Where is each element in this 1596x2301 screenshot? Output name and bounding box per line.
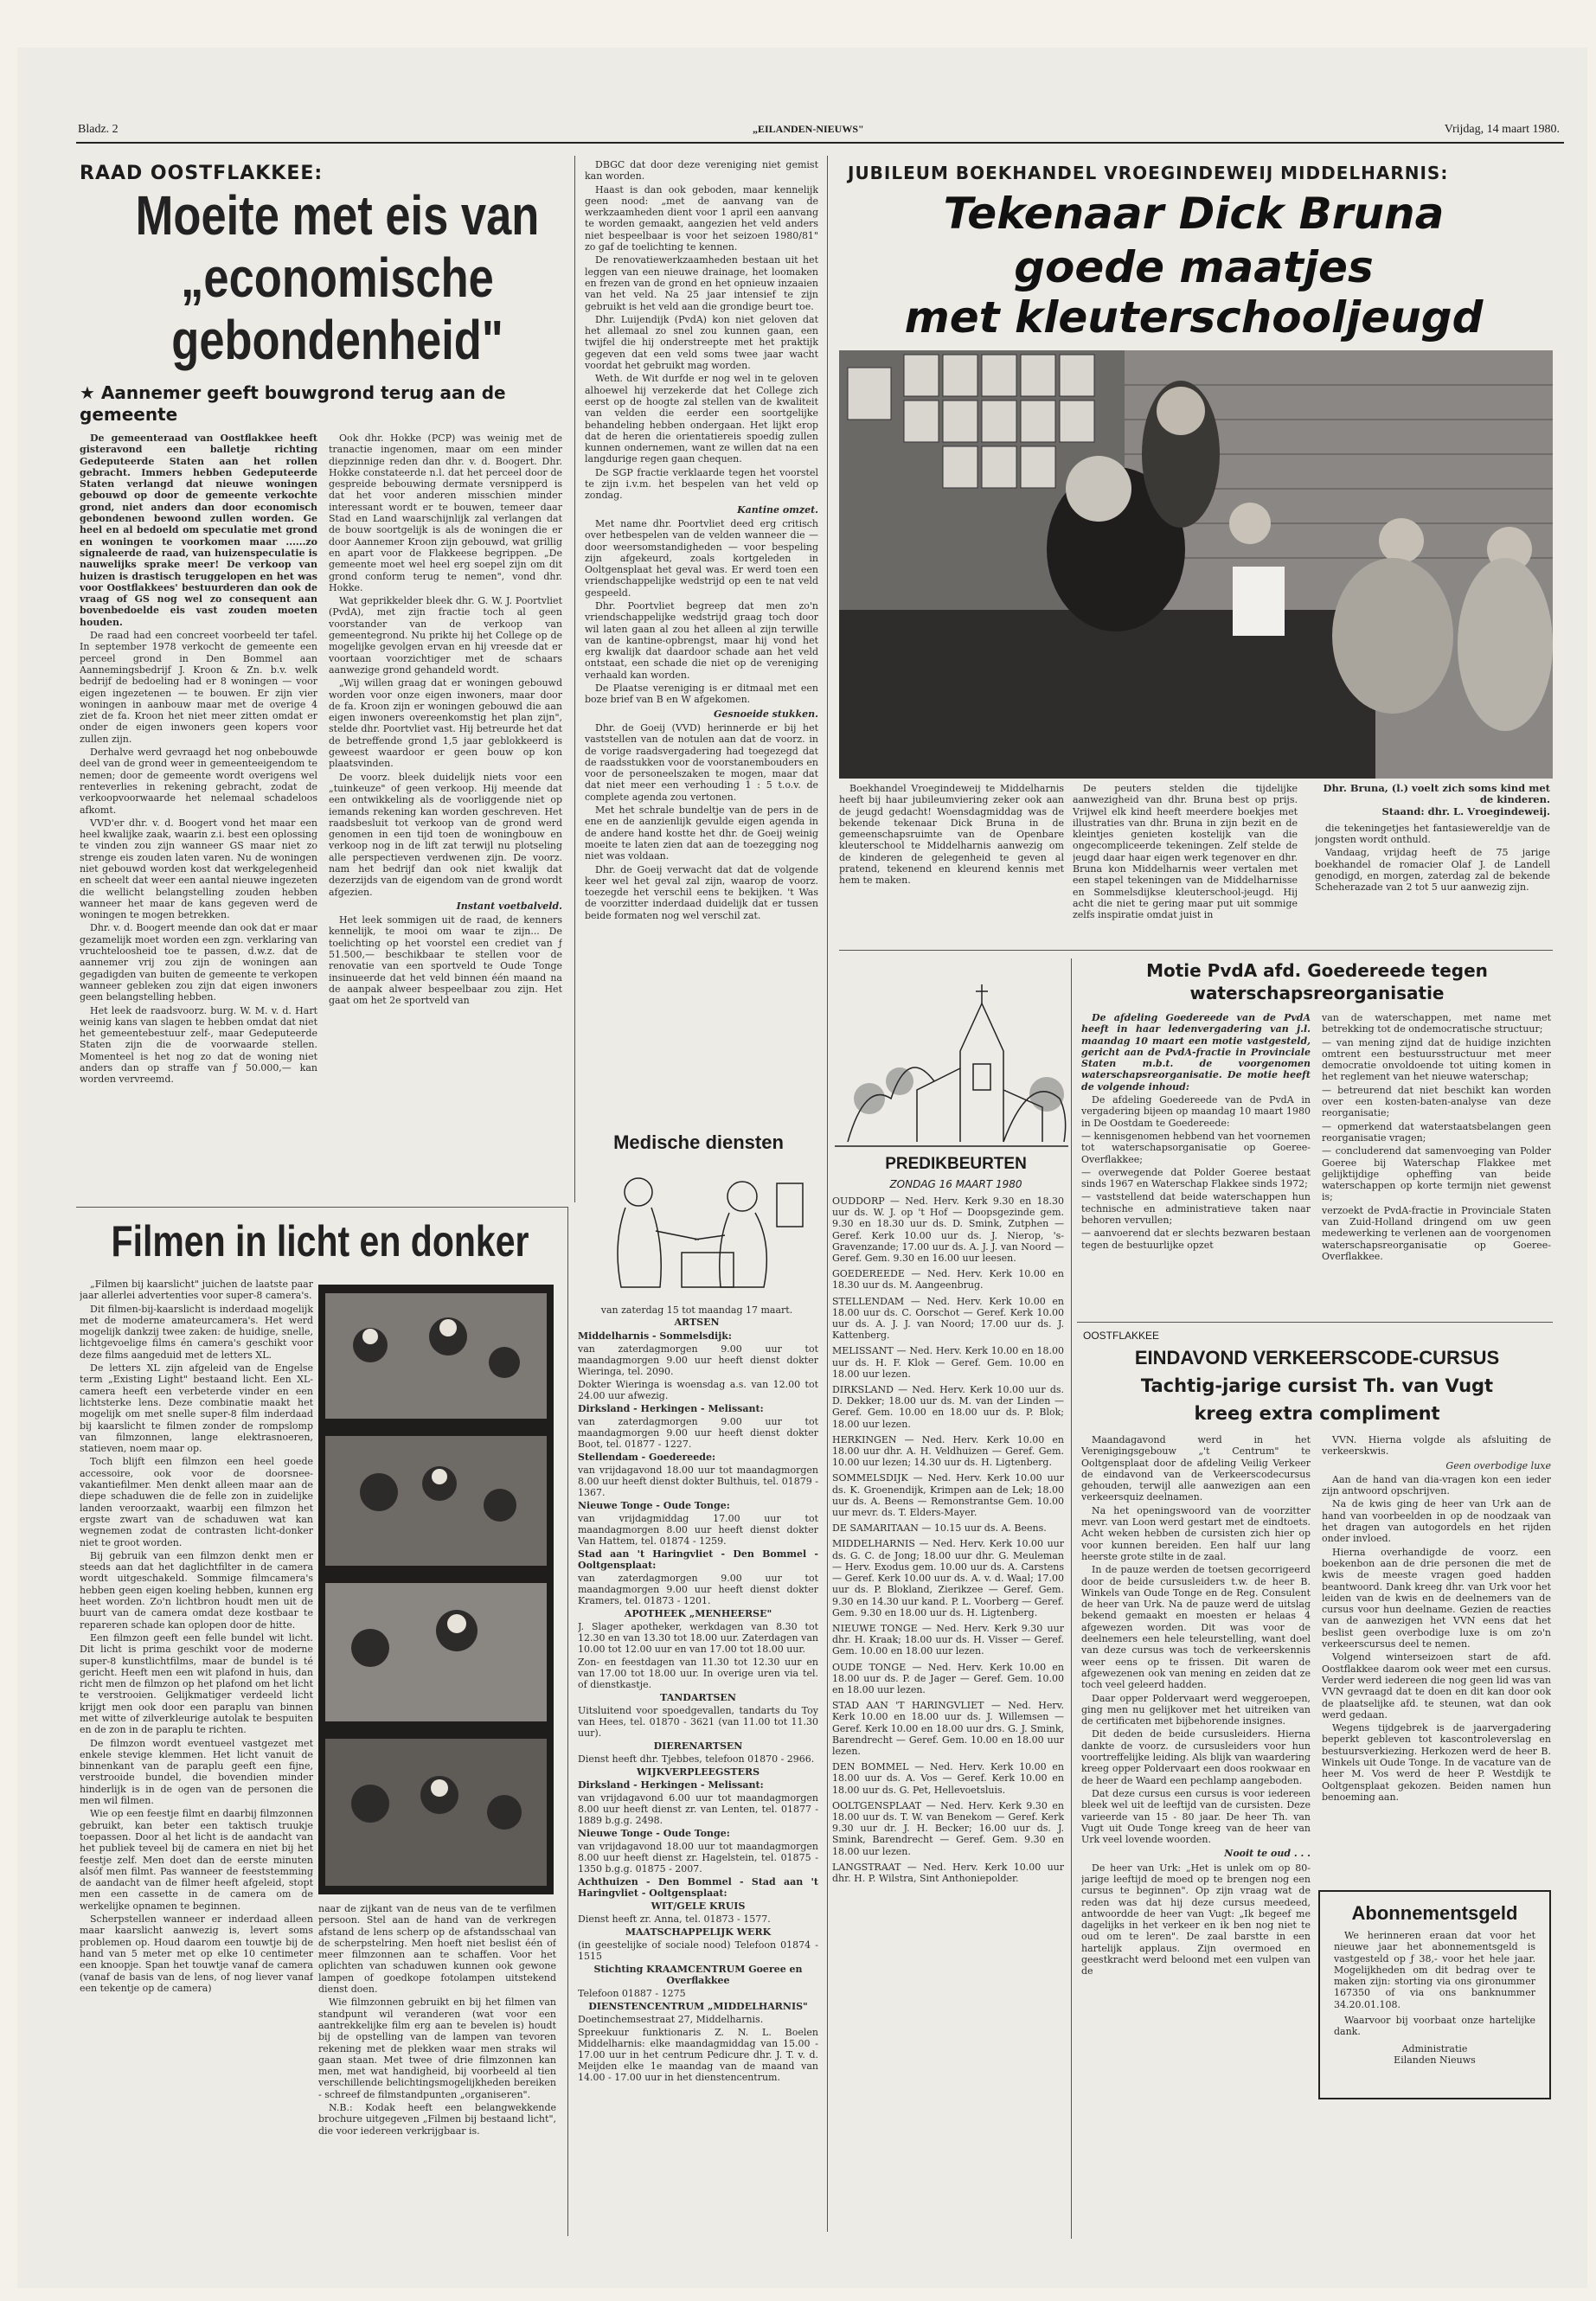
paragraph: Hierna overhandigde de voorz. een boekenbon aan de drie personen die met de kwis de meeste vragen goed hadden beantwoord. Dank kreeg dhr. van Urk voor het leiden van de kwis en de deelnemers van de cursus voor hun deelname. Gezien de reacties van de aanwezigen het VVN eens dat het beslist geen overbodige luxe is om zo'n verkeerscursus deel te nemen.: [1322, 1546, 1551, 1650]
verkeer-headline-1: EINDAVOND VERKEERSCODE-CURSUS: [1134, 1347, 1500, 1368]
paragraph: DBGC dat door deze vereniging niet gemist kan worden.: [585, 159, 818, 183]
motie-list-left: [1081, 1131, 1311, 1251]
medisch-illustration: [578, 1157, 816, 1300]
paragraph: die tekeningetjes het fantasiewereldje van de jongsten wordt onthuld.: [1315, 822, 1550, 846]
column-divider: [567, 1207, 568, 2236]
paragraph: Wie op een feestje filmt en daarbij filmzonnen gebruikt, kan beter een taktisch truukje toepassen. Door al het licht is de aandacht van het publiek teveel bij de camera en niet bij het feestje zelf. Men doet dan de eerste minuten alsóf men filmt. Pas wanneer de feeststemming de aandacht van de filmer heeft afgeleid, stopt men een cassette in de camera om de werkelijke opnamen te beginnen.: [80, 1808, 313, 1912]
motie-item: — vaststellend dat beide waterschappen hun technische en administratieve taken naar behoren vervullen;: [1081, 1191, 1311, 1227]
medisch-line: van zaterdagmorgen 9.00 uur tot maandagmorgen 9.00 uur heeft dienst dokter Boot, tel. 01877 - 1227.: [578, 1416, 818, 1450]
paragraph: De raad had een concreet voorbeeld ter tafel. In september 1978 verkocht de gemeente een perceel grond in Den Bommel aan Aannemingsbedrijf J. Kroon & Zn. b.v. welk bedrijf de bedoeling had er 8 woningen — voor eigen ingezetenen — te bouwen. Er zijn vier woningen in aanbouw maar met de overige 4 ziet de fa. Kroon het niet meer zitten omdat er onder de eigen inwoners geen kopers voor zullen zijn.: [80, 630, 317, 745]
predik-entry: LANGSTRAAT — Ned. Herv. Kerk 10.00 uur dhr. H. P. Wilstra, Sint Anthoniepolder.: [832, 1861, 1064, 1884]
medisch-line: van zaterdagmorgen 9.00 uur tot maandagmorgen 9.00 uur heeft dienst dokter Kramers, tel. 01873 - 1201.: [578, 1573, 818, 1606]
verkeer-column-1: [1081, 1434, 1311, 2239]
verkeer-column-2: [1322, 1434, 1551, 1823]
paragraph: N.B.: Kodak heeft een belangwekkende brochure uitgegeven „Filmen bij bestaand licht", die voor iedereen verkrijgbaar is.: [318, 2102, 556, 2137]
paragraph: Vandaag, vrijdag heeft de 75 jarige boekhandel de romacier Olaf J. de Landell genodigd, en morgen, zaterdag zal de bekende Scheherazade van 2 tot 5 uur aanwezig zijn.: [1315, 847, 1550, 894]
medisch-line: van vrijdagavond 18.00 uur tot maandagmorgen 8.00 uur heeft dienst dokter Bulthuis, tel. 01879 - 1367.: [578, 1465, 818, 1498]
abonnement-body: [1320, 1930, 1549, 2066]
paragraph: Volgend winterseizoen start de afd. Oostflakkee daarom ook weer met een cursus. Verder werd iedereen die nog geen lid was van VVN gevraagd dat te doen en dit kan door ook de plaatselijke afd. te steunen, wat dan ook werd gedaan.: [1322, 1651, 1551, 1721]
verkeer-kicker: OOSTFLAKKEE: [1083, 1330, 1160, 1342]
paragraph: VVD'er dhr. v. d. Boogert vond het maar een heel kwalijke zaak, waarin z.i. best een oplossing te vinden zou zijn wanneer GS maar niet zo strenge eis zouden laten varen. Nu de woningen niet gebouwd worden kost dat werkgelegenheid en scheelt dat weer een aantal nieuwe ingezeten die wellicht belangstelling zouden hebben wanneer het maar de kans gegeven werd de woningen te mogen betrekken.: [80, 817, 317, 921]
paragraph: De Plaatse vereniging is er ditmaal met een boze brief van B en W afgekomen.: [585, 683, 818, 706]
predik-entry: HERKINGEN — Ned. Herv. Kerk 10.00 en 18.00 uur dhr. A. H. Veldhuizen — Geref. Gem. 10.00 uur lezen; 14.30 uur ds. H. Ligtenberg.: [832, 1433, 1064, 1469]
paragraph: De renovatiewerkzaamheden bestaan uit het leggen van een nieuwe drainage, het loomaken en frezen van de grond en het opnieuw inzaaien van het veld. Na 25 jaar intensief te zijn gebruikt is het veld aan die grondige beurt toe.: [585, 254, 818, 312]
motie-item: — van mening zijnd dat de huidige inzichten omtrent een bestuursstructuur met meer democratie onvoldoende tot uiting komen in het reglement van het nieuwe waterschap;: [1322, 1036, 1551, 1083]
medisch-list: [578, 1330, 818, 2239]
predik-entry: OUDDORP — Ned. Herv. Kerk 9.30 en 18.30 uur ds. W. J. op 't Hof — Doopsgezinde gem. 9.30 en 18.30 uur ds. D. Smink, Zutphen — Geref. Kerk 10.00 uur ds. J. Nierop, 's-Gravenzande; 17.00 uur ds. A. J. J. van Noord — Geref. Gem. 9.30 en 16.00 uur leesen.: [832, 1195, 1064, 1265]
paragraph: De afdeling Goedereede van de PvdA heeft in haar ledenvergadering van j.l. maandag 10 maart een motie vastgesteld, gericht aan de PvdA-fractie in Provinciale Staten m.b.t. de voorgenomen waterschapsreorganisatie. De motie heeft de volgende inhoud:: [1081, 1012, 1311, 1093]
page-number: Bladz. 2: [78, 123, 119, 136]
medisch-line: MAATSCHAPPELIJK WERK: [625, 1926, 772, 1938]
photo-film-strip: [318, 1285, 554, 1894]
subhead-geen: Geen overbodige luxe: [1445, 1459, 1551, 1471]
medisch-intro: van zaterdag 15 tot maandag 17 maart.: [600, 1304, 793, 1316]
abonnement-title: Abonnementsgeld: [1351, 1902, 1518, 1924]
medisch-line: Stellendam - Goedereede:: [578, 1452, 716, 1463]
art2-headline-3: met kleuterschooljeugd: [904, 292, 1484, 343]
medisch-line: Dirksland - Herkingen - Melissant:: [578, 1403, 764, 1414]
predik-entry: GOEDEREEDE — Ned. Herv. Kerk 10.00 en 18.30 uur ds. M. Aangeenbrug.: [832, 1268, 1064, 1292]
church-illustration: [830, 969, 1073, 1155]
paragraph: Dhr. v. d. Boogert meende dan ook dat er maar gezamelijk moet worden een zgn. verklaring van vruchteloosheid toe te passen, d.w.z. dat de aannemer vrij zou zijn de woningen aan gegadigden van buiten de gemeente te verkopen wanneer gebleken zou zijn dat eigen inwoners geen belangstelling hebben.: [80, 922, 317, 1003]
verkeer-headline-2: Tachtig-jarige cursist Th. van Vugt: [1140, 1375, 1494, 1396]
paragraph: „Wij willen graag dat er woningen gebouwd worden voor onze eigen inwoners, maar door de fa. Kroon zijn er woningen gebouwd die aan eigen inwoners overeenkomstig het plan zijn", stelde dhr. Poortvliet vast. Hij betreurde het dat de betreffende grond 1,5 jaar geblokkeerd is geweest waardoor er geen bouw op kon plaatsvinden.: [329, 677, 562, 770]
medisch-line: Nieuwe Tonge - Oude Tonge:: [578, 1828, 730, 1839]
art2-column-2: [1073, 783, 1298, 952]
paragraph: Dit deden de beide cursusleiders. Hierna dankte de voorz. de cursusleiders voor hun voortreffelijke leiding. Als blijk van waardering kreeg opper Poldervaart een doos rookwaar en de heer de Waard een pechlamp aangeboden.: [1081, 1728, 1311, 1786]
paper-name: „EILANDEN-NIEUWS": [753, 123, 864, 135]
column-divider: [1071, 958, 1072, 2239]
paragraph: Dhr. de Goeij verwacht dat dat de volgende keer wel het geval zal zijn, waarop de voorz. toezegde het verschil eens te bekijken. 't Was de voorzitter inderdaad duidelijk dat er tussen beide formaten nog wel verschil zat.: [585, 863, 818, 921]
paragraph: De letters XL zijn afgeleid van de Engelse term „Existing Light" bestaand licht. Een XL-camera heeft een verbeterde vinder en een lichtsterke lens. Deze combinatie maakt het mogelijk om met snelle super-8 film inderdaad bij kaarslicht te filmen zonder de rompslomp van filmzonnen, lange elektrasnoeren, statieven, noem maar op.: [80, 1362, 313, 1455]
paragraph: In de pauze werden de toetsen gecorrigeerd door de beide cursusleiders t.w. de heer B. Winkels van Oude Tonge en de Reg. Consulent de heer van Urk. Na de pauze werd de uitslag bekend gemaakt en moesten er helaas 4 afgewezen worden. Dit was voor de deelnemers een hele teleurstelling, want doel van deze cursus was toch de verkeerskennis weer eens op te frissen. Dit waren de afgewezenen ook van mening en zeiden dat ze toch veel geleerd hadden.: [1081, 1564, 1311, 1691]
motie-item: — overwegende dat Polder Goeree bestaat sinds 1967 en Waterschap Flakkee sinds 1972;: [1081, 1166, 1311, 1190]
paragraph: Het leek de raadsvoorz. burg. W. M. v. d. Hart weinig kans van slagen te hebben omdat dat niet het gemeentebestuur zelf-, maar Gedeputeerde Staten zijn die de voorwaarde stellen. Momenteel is het nog zo dat de woning niet anders dan op straffe van ƒ 50.000,— kan worden vervreemd.: [80, 1004, 317, 1086]
art2-headline-2: goede maatjes: [1014, 242, 1374, 292]
predik-entry: OOLTGENSPLAAT — Ned. Herv. Kerk 9.30 en 18.00 uur ds. T. W. van Benekom — Geref. Kerk 9.30 uur dr. J. H. Becker; 16.00 uur ds. J. Smink, Barendrecht — Geref. Gem. 9.30 en 18.00 uur lezen.: [832, 1799, 1064, 1857]
predik-entry: DIRKSLAND — Ned. Herv. Kerk 10.00 uur ds. D. Dekker; 18.00 uur ds. M. van der Linden — Geref. Gem. 10.00 en 18.00 uur ds. P. Blok; 18.00 uur lezen.: [832, 1384, 1064, 1430]
art2-headline-1: Tekenaar Dick Bruna: [943, 189, 1445, 239]
motie-item: — aanvoerend dat er slechts bezwaren bestaan tegen de bestuurlijke opzet: [1081, 1227, 1311, 1251]
photo-caption: Dhr. Bruna, (l.) voelt zich soms kind met de kinderen.: [1323, 783, 1550, 806]
photo-credit: Staand: dhr. L. Vroegindeweij.: [1381, 804, 1550, 817]
section-rule: [1077, 1322, 1553, 1323]
paragraph: Ook dhr. Hokke (PCP) was weinig met de tranactie ingenomen, maar om een minder diepzinnige reden dan dhr. v. d. Boogert. Dhr. Hokke constateerde n.l. dat het perceel door de gespreide bebouwing dermate versnipperd is dat het voor anderen misschien minder interessant wordt er te bouwen, temeer daar Stad en Land waarschijnlijk zal verlangen dat de bouw soortgelijk is als de woningen die er door Aannemer Kroon zijn gebouwd, wat grillig en apart voor de Flakkeese begrippen. „De gemeente moet wel heel erg soepel zijn om dit grond conform terug te nemen", vond dhr. Hokke.: [329, 433, 562, 593]
medisch-line: Doetinchemsestraat 27, Middelharnis.: [578, 2014, 764, 2025]
medisch-line: van vrijdagmiddag 17.00 uur tot maandagmorgen 8.00 uur heeft dienst dokter Van Hattem, tel. 01874 - 1259.: [578, 1513, 818, 1547]
paragraph: Boekhandel Vroegindeweij te Middelharnis heeft bij haar jubileumviering zeker ook aan de jeugd gedacht! Woensdagmiddag was de bekende tekenaar Dick Bruna in de gemeenschapsruimte van de Openbare kleuterschool te Middelharnis aanwezig om de kinderen de gelegenheid te geven al pratend, tekenend en kleurend kennis met hem te maken.: [839, 783, 1064, 887]
art2-column-3: [1315, 783, 1550, 895]
medisch-line: Nieuwe Tonge - Oude Tonge:: [578, 1500, 730, 1511]
photo-illustration: [839, 350, 1553, 779]
medisch-line: Achthuizen - Den Bommel - Stad aan 't Haringvliet - Ooltgensplaat:: [578, 1876, 818, 1899]
medisch-line: Dirksland - Herkingen - Melissant:: [578, 1779, 764, 1791]
paragraph: De voorz. bleek duidelijk niets voor een „tuinkeuze" of geen verkoop. Hij meende dat een ontwikkeling als de voorliggende niet op iemands rekening kan worden geschreven. Het raadsbesluit tot verkoop van de grond werd genomen in een tijd toen de woningbouw en verkoop nog in de lift zat terwijl nu plotseling alle perspectieven verdwenen zijn. De voorz. nam het bedrijf dan ook niet kwalijk dat dezerzijds van de eigendom van de grond wordt afgezien.: [329, 771, 562, 898]
paragraph: naar de zijkant van de neus van de te verfilmen persoon. Stel aan de hand van de verkregen afstand de lens scherp op de afstandsschaal van de scherpstelring. Men hoeft niet beslist één of meer filmzonnen aan te schaffen. Voor het oplichten van schaduwen kunnen ook gewone lampen of goedkope fotolampen uitstekend dienst doen.: [318, 1903, 556, 1996]
paragraph: Met het schrale bundeltje van de pers in de ene en de aanzienlijk gevulde eigen agenda in de andere hand kostte het dhr. de Goeij weinig moeite te laten zien dat aan de toezegging nog niet was voldaan.: [585, 804, 818, 862]
paragraph: De SGP fractie verklaarde tegen het voorstel te zijn i.v.m. het bespelen van het veld op zondag.: [585, 466, 818, 502]
issue-date: Vrijdag, 14 maart 1980.: [1444, 123, 1560, 136]
paragraph: Dit filmen-bij-kaarslicht is inderdaad mogelijk met de moderne amateurcamera's. Het werd mogelijk dankzij twee zaken: de huidige, snelle, lichtgevoelige films én camera's geschikt voor deze films aangeduid met de letters XL.: [80, 1303, 313, 1361]
section-rule: [839, 950, 1553, 951]
predik-entry: STELLENDAM — Ned. Herv. Kerk 10.00 en 18.00 uur ds. C. Oorschot — Geref. Kerk 10.00 uur ds. A. J. J. van Noord; 17.00 uur ds. J. Kattenberg.: [832, 1295, 1064, 1342]
paragraph: Wat geprikkelder bleek dhr. G. W. J. Poortvliet (PvdA), met zijn fractie toch al geen voorstander van de verkoop van gemeentegrond. Nu prikte hij het College op de mogelijke gevolgen ervan en hij vreesde dat er voortaan voorzichtiger met de schaars aanwezige grond gehandeld wordt.: [329, 595, 562, 676]
art2-column-1: [839, 783, 1064, 952]
medisch-line: J. Slager apotheker, werkdagen van 8.30 tot 12.30 en van 13.30 tot 18.00 uur. Zaterdagen van 10.00 tot 12.00 uur en van 17.00 tot 18.00 uur.: [578, 1621, 818, 1655]
motie-column-2: [1322, 1012, 1551, 1315]
abonnement-admin: Administratie: [1401, 2042, 1468, 2054]
paragraph: Toch blijft een filmzon een heel goede accessoire, ook voor de doorsnee-vakantiefilmer. Men denkt alleen maar aan de diepe schaduwen die de felle zon in zuidelijke landen veroorzaakt, waarbij een filmzon het ergste zwart van de schaduwen wat kan wegnemen zodat de contrasten licht-donker niet te groot worden.: [80, 1456, 313, 1548]
header-rule: [76, 142, 1564, 144]
art2-kicker: JUBILEUM BOEKHANDEL VROEGINDEWEIJ MIDDELHARNIS:: [848, 163, 1449, 183]
paragraph: Daar opper Poldervaart werd weggeroepen, ging men nu gelijkover met het uitreiken van de certificaten met bijbehorende insignes.: [1081, 1692, 1311, 1727]
medisch-line: Stad aan 't Haringvliet - Den Bommel - Ooltgensplaat:: [578, 1548, 818, 1571]
medisch-line: Middelharnis - Sommelsdijk:: [578, 1330, 732, 1342]
paragraph: Waarvoor bij voorbaat onze hartelijke dank.: [1334, 2015, 1535, 2038]
art1-subheadline: ★ Aannemer geeft bouwgrond terug aan de gemeente: [80, 382, 506, 425]
predik-list: [832, 1195, 1064, 2242]
paragraph: Derhalve werd gevraagd het nog onbebouwde deel van de grond weer in gemeenteeigendom te nemen; door de gemeente wordt overigens wel renteverlies in rekening gebracht, zodat de verkoopvoorwaarde het nelemaal schadeloos afkomt.: [80, 747, 317, 816]
predik-title: PREDIKBEURTEN: [885, 1155, 1027, 1173]
paragraph: Maandagavond werd in het Verenigingsgebouw „'t Centrum" te Ooltgensplaat door de afdeling Veilig Verkeer de eindavond van de Verkeerscodecursus gehouden, terwijl alle aanwezigen aan een verkeersquiz deelnamen.: [1081, 1434, 1311, 1503]
medisch-line: DIENSTENCENTRUM „MIDDELHARNIS": [588, 2001, 808, 2012]
paragraph: Wegens tijdgebrek is de jaarvergadering beperkt gebleven tot kascontroleverslag en bestuursverkiezing. Herkozen werd de heer B. Winkels uit Oude Tonge. In de vacature van de heer M. Vos werd de heer P. Westdijk te Ooltgensplaat gekozen. Beiden namen hun benoeming aan.: [1322, 1722, 1551, 1803]
paragraph: Wie filmzonnen gebruikt en bij het filmen van standpunt wil veranderen (wat voor een aantrekkelijke film erg aan te bevelen is) houdt bij de opstelling van de lampen van tevoren rekening met de plekken waar men straks wil gaan staan. Met twee of drie filmzonnen kan men, met wat handigheid, bij voorbeeld al tien verschillende belichtingsmogelijkheden bereiken - schreef de filmstandpunten „organiseren".: [318, 1997, 556, 2100]
filmen-column-1: [80, 1279, 313, 2239]
medisch-line: van vrijdagavond 6.00 uur tot maandagmorgen 8.00 uur heeft dienst zr. van Lenten, tel. 01877 - 1889 b.g.g. 2498.: [578, 1792, 818, 1826]
predik-entry: DEN BOMMEL — Ned. Herv. Kerk 10.00 en 18.00 uur ds. A. Vos — Geref. Kerk 10.00 en 18.00 uur ds. G. Pet, Hellevoetsluis.: [832, 1761, 1064, 1796]
paragraph: VVN. Hierna volgde als afsluiting de verkeerskwis.: [1322, 1434, 1551, 1458]
doctor-drawing: [578, 1157, 816, 1300]
photo-dick-bruna: [839, 350, 1553, 779]
motie-headline-1: Motie PvdA afd. Goedereede tegen: [1146, 960, 1488, 981]
abonnement-box: [1318, 1890, 1551, 2099]
abonnement-org: Eilanden Nieuws: [1394, 2054, 1476, 2066]
paragraph: De filmzon wordt eventueel vastgezet met enkele stevige klemmen. Het licht vanuit de binnenkant van de paraplu geeft een fijne, verstrooide bundel, die bovendien minder hinderlijk is in de ogen van de personen die men wil filmen.: [80, 1737, 313, 1807]
paragraph: „Filmen bij kaarslicht" juichen de laatste paar jaar allerlei advertenties voor super-8 camera's.: [80, 1279, 313, 1302]
verkeer-headline-3: kreeg extra compliment: [1194, 1403, 1440, 1424]
medisch-line: van zaterdagmorgen 9.00 uur tot maandagmorgen 9.00 uur heeft dienst dokter Wieringa, tel. 2090.: [578, 1343, 818, 1377]
subhead-kantine: Kantine omzet.: [737, 503, 818, 516]
paragraph: Het leek sommigen uit de raad, de kenners kennelijk, te mooi om waar te zijn... De toelichting op het voorstel een crediet van ƒ 51.500,— beschikbaar te stellen voor de renovatie van een sportveld te Oude Tonge insinueerde dat het veld binnen één maand na de aanpak alweer bespeelbaar zou zijn. Het gaat om het 2e sportveld van: [329, 914, 562, 1007]
paragraph: Met name dhr. Poortvliet deed erg critisch over hetbespelen van de velden wanneer die — door weersomstandigheden — voor bespeling zijn afgekeurd, zoals kortgeleden in Ooltgensplaat het geval was. Er werd toen een vriendschappelijke wedstrijd op een te nat veld gespeeld.: [585, 517, 818, 599]
paragraph: Dhr. de Goeij (VVD) herinnerde er bij het vaststellen van de notulen aan dat de voorz. in de vorige raadsvergadering had toegezegd dat de raadsstukken voor de voorstanembouders en voor de personeelszaken te mogen, maar dat dat niet meer een verhouding 1 : 5 t.o.v. de complete agenda zou vertonen.: [585, 721, 818, 803]
paragraph: Aan de hand van dia-vragen kon een ieder zijn antwoord opschrijven.: [1322, 1473, 1551, 1497]
paragraph: Bij gebruik van een filmzon denkt men er steeds aan dat het daglichtfilter in de camera wordt uitgeschakeld. Sommige filmcamera's hebben geen eigen koeling hebben, kunnen erg heet worden. Zo'n lichtbron houdt men uit de buurt van de camera omdat deze kostbaar te repareren schade kan oplopen door de hitte.: [80, 1549, 313, 1631]
medisch-headline: Medische diensten: [613, 1131, 784, 1153]
medisch-line: (in geestelijke of sociale nood) Telefoon 01874 - 1515: [578, 1939, 818, 1962]
art1-headline-3: gebondenheid": [171, 309, 503, 371]
paragraph: Dhr. Poortvliet begreep dat men zo'n vriendschappelijke wedstrijd graag toch door wil laten gaan al zou het alleen al zijn terwille van de kantine-opbrengst, maar hij vond het erg kwalijk dat daardoor schade aan het veld ontstaat, een schade die niet op de vereniging verhaald kan worden.: [585, 599, 818, 681]
medisch-line: Dienst heeft zr. Anna, tel. 01873 - 1577.: [578, 1913, 771, 1925]
paragraph: We herinneren eraan dat voor het nieuwe jaar het abonnementsgeld is vastgesteld op ƒ 38,- voor het hele jaar. Mogelijkheden om dit bedrag over te maken zijn: storting via ons gironummer 167350 of via ons banknummer 34.20.01.108.: [1334, 1930, 1535, 2010]
subhead-instant: Instant voetbalveld.: [456, 900, 562, 912]
motie-item: — kennisgenomen hebbend van het voornemen tot waterschapsorganisatie op Goeree-Overflakkee;: [1081, 1130, 1311, 1165]
art1-kicker: RAAD OOSTFLAKKEE:: [80, 163, 324, 184]
subhead-gesnoeid: Gesnoeide stukken.: [714, 708, 818, 720]
paragraph: De heer van Urk: „Het is unlek om op 80-jarige leeftijd de moed op te brengen nog een cursus te beginnen". Op zijn vraag wat de reden was dat hij deze cursus meedeed, antwoordde de heer van Vugt: „Ik begeef me dagelijks in het verkeer en ik ben nog niet te oud om te leren". De zaal barstte in een hartelijk applaus. Zijn overmoed en geestkracht werd beloond met een vulpen van de: [1081, 1862, 1311, 1977]
predik-entry: OUDE TONGE — Ned. Herv. Kerk 10.00 en 18.00 uur ds. P. de Jager — Geref. Gem. 10.00 en 18.00 uur lezen.: [832, 1661, 1064, 1695]
paragraph: De peuters stelden die tijdelijke aanwezigheid van dhr. Bruna best op prijs. Vrijwel elk kind heeft meerdere boekjes met illustraties van dhr. Bruna in zijn bezit en de kleintjes genieten kostelijk van die ongecompliceerde tekeningen. Zelf stelde de jeugd daar haar eigen werk tegenover en dhr. Bruna kon Middelharnis weer vertalen met een stapel tekeningen van de Middelharnisse en Sommelsdijkse kleuterschool-jeugd. Hij acht die niet te gering maar put uit sommige zelfs inspiratie omdat juist in: [1073, 783, 1298, 921]
predik-entry: DE SAMARITAAN — 10.15 uur ds. A. Beens.: [832, 1522, 1047, 1535]
medisch-line: TANDARTSEN: [660, 1692, 736, 1703]
medisch-line: APOTHEEK „MENHEERSE": [624, 1608, 772, 1619]
predik-entry: STAD AAN 'T HARINGVLIET — Ned. Herv. Kerk 10.00 en 18.00 uur ds. J. Willemsen — Geref. Kerk 10.00 en 18.00 uur drs. G. J. Smink, Barendrecht — Geref. Gem. 10.00 en 18.00 uur lezen.: [832, 1700, 1064, 1757]
motie-item: verzoekt de PvdA-fractie in Provinciale Staten van Zuid-Holland dringend om uw geen medewerking te verlenen aan de voorgenomen waterschapsreorganisatie op Goeree-Overflakkee.: [1322, 1204, 1551, 1262]
art1-column-2: [329, 433, 562, 1202]
paragraph: Dhr. Luijendijk (PvdA) kon niet geloven dat het allemaal zo snel zou kunnen gaan, een twijfel die hij onderstreepte met het praktijk gegeven dat een veld soms twee jaar wacht voordat het gebruikt mag worden.: [585, 313, 818, 372]
medisch-line: WIT/GELE KRUIS: [651, 1900, 746, 1912]
predik-entry: NIEUWE TONGE — Ned. Herv. Kerk 9.30 uur dhr. H. Kraak; 18.00 uur ds. H. Visser — Geref. Gem. 10.00 en 18.00 uur lezen.: [832, 1622, 1064, 1657]
medisch-line: Stichting KRAAMCENTRUM Goeree en Overflakkee: [593, 1964, 803, 1986]
motie-item: — betreurend dat niet beschikt kan worden over een kosten-baten-analyse van deze reorganisatie;: [1322, 1084, 1551, 1119]
predik-entry: MIDDELHARNIS — Ned. Herv. Kerk 10.00 uur ds. G. C. de Jong; 18.00 uur dhr. G. Meuleman — Herv. Exodus gem. 10.00 uur ds. A. Carstens — Geref. Kerk 10.00 uur ds. A. v. d. Waal; 17.00 uur ds. P. Blokland, Zierikzee — Geref. Gem. 9.30 en 14.30 uur kand. P. L. Voorberg — Geref. Gem. 9.30 en 18.00 uur ds. H. Ligtenberg.: [832, 1538, 1064, 1618]
paragraph: Weth. de Wit durfde er nog wel in te geloven alhoewel hij verzekerde dat het College zich eerst op de hoogte zal stellen van de kwaliteit van velden die eerder een soortgelijke behandeling hebben ondergaan. Het lijkt erop dat de heren die orientatiereis spoedig zullen kunnen ondernemen, want ze willen dat na een langdurige regen gaan chequen.: [585, 373, 818, 465]
medisch-artsen-heading: ARTSEN: [674, 1317, 720, 1328]
filmen-headline: Filmen in licht en donker: [111, 1217, 529, 1266]
art1-headline-2: „economische: [181, 247, 494, 309]
subhead-nooit: Nooit te oud . . .: [1224, 1848, 1311, 1860]
medisch-line: Spreekuur funktionaris Z. N. L. Boelen Middelharnis: elke maandagmiddag van 15.00 - 17.00 uur in het centrum Pedicure dhr. J. T. v. d. Meijden elke 1e maandag van de maand van 14.00 - 17.00 uur in het dienstencentrum.: [578, 2027, 818, 2083]
art1-lead: De gemeenteraad van Oostflakkee heeft gisteravond een balletje richting Gedeputeerde Staten aan het rollen gebracht. Immers hebben Gedeputeerde Staten verlangd dat nieuwe woningen gebouwd op door de gemeente verkochte grond, niet anders dan door economisch gebondenen bewoond zullen worden. Ge heel en al bedoeld om speculatie met grond en woningen te voorkomen maar ......zo signaleerde de raad, van huizenspeculatie is nauwelijks sprake meer! De verkoop van huizen is drastisch teruggelopen en het was voor Oostflakkees' bestuurderen dan ook de vraag of GS nog wel zo consequent aan bovenbedoelde eis vast zouden moeten houden.: [80, 433, 317, 628]
medisch-line: Dienst heeft dhr. Tjebbes, telefoon 01870 - 2966.: [578, 1753, 815, 1765]
predik-date: ZONDAG 16 MAART 1980: [889, 1178, 1022, 1190]
art1-column-1: [80, 433, 317, 1202]
paragraph: Een filmzon geeft een felle bundel wit licht. Dit licht is prima geschikt voor de moderne super-8 kunstlichtfilms, maar de bundel is té gericht. Heeft men een wit plafond in huis, dan richt men de filmzon op het plafond om het licht te verstrooien. Gelijkmatiger verdeeld licht krijgt men ook door een paraplu van binnen met witte of zilverkleurige autolak te bespuiten en de zon in de paraplu te richten.: [80, 1631, 313, 1736]
church-drawing: [830, 969, 1073, 1155]
art1-column-3: [585, 159, 818, 1128]
section-rule: [76, 1207, 567, 1208]
art1-headline-1: Moeite met eis van: [135, 184, 540, 247]
motie-column-1: [1081, 1012, 1311, 1315]
medisch-line: DIERENARTSEN: [653, 1740, 743, 1752]
medisch-line: van vrijdagavond 18.00 uur tot maandagmorgen 8.00 uur heeft dienst zr. Hagelstein, tel. 01875 - 1350 b.g.g. 01875 - 2007.: [578, 1841, 818, 1875]
medisch-line: WIJKVERPLEEGSTERS: [636, 1766, 760, 1778]
column-divider: [574, 156, 575, 1202]
paragraph: Na het openingswoord van de voorzitter mevr. van Loon werd gestart met de eindtoets. Acht weken hebben de cursisten zich hier op voor kunnen bereiden. Een half uur lang heerste grote stilte in de zaal.: [1081, 1504, 1311, 1562]
filmen-column-2: [318, 1903, 556, 2240]
paragraph: Dat deze cursus een cursus is voor iedereen bleek wel uit de leeftijd van de cursisten. Deze varieerde van 15 - 80 jaar. De heer Th. van Vugt uit Oude Tonge kreeg van de heer van Urk veel lovende woorden.: [1081, 1787, 1311, 1846]
predik-entry: SOMMELSDIJK — Ned. Herv. Kerk 10.00 uur ds. K. Groenendijk, Krimpen aan de Lek; 18.00 uur ds. A. Beens — Remonstrantse Gem. 10.00 uur mevr. ds. T. Elders-Mayer.: [832, 1472, 1064, 1519]
paragraph: Na de kwis ging de heer van Urk aan de hand van voorbeelden in op de noodzaak van het dragen van autogordels en het rijden onder invloed.: [1322, 1498, 1551, 1545]
motie-item: van de waterschappen, met name met betrekking tot de ondemocratische structuur;: [1322, 1012, 1551, 1035]
medisch-line: Dokter Wieringa is woensdag a.s. van 12.00 tot 24.00 uur afwezig.: [578, 1379, 818, 1401]
medisch-line: Telefoon 01887 - 1275: [578, 1988, 686, 1999]
paragraph: Scherpstellen wanneer er inderdaad alleen maar kaarslicht aanwezig is, levert soms problemen op. Houd daarom een touwtje bij de hand van 5 meter met op elke 10 centimeter een knoopje. Span het touwtje vanaf de camera (vanaf de basis van de lens, of nog liever vanaf een tekentje op de camera): [80, 1913, 313, 1994]
motie-item: — opmerkend dat waterstaatsbelangen geen reorganisatie vragen;: [1322, 1120, 1551, 1144]
medisch-line: Zon- en feestdagen van 11.30 tot 12.30 uur en van 17.00 tot 18.00 uur. In overige uren via tel. of dienstkastje.: [578, 1657, 818, 1690]
predik-entry: MELISSANT — Ned. Herv. Kerk 10.00 en 18.00 uur ds. H. F. Klok — Geref. Gem. 10.00 en 18.00 uur lezen.: [832, 1345, 1064, 1380]
motie-headline-2: waterschapsreorganisatie: [1189, 983, 1445, 1003]
film-photos: [318, 1285, 554, 1894]
medisch-line: Uitsluitend voor spoedgevallen, tandarts du Toy van Hees, tel. 01870 - 3621 (van 11.00 tot 11.30 uur).: [578, 1705, 818, 1739]
paragraph: Haast is dan ook geboden, maar kennelijk geen nood: „met de aanvang van de werkzaamheden dient voor 1 april een aanvang te worden gemaakt, aangezien het veld anders niet bespeelbaar is voor het seizoen 1980/81" zo gaf de toelichting te kennen.: [585, 183, 818, 253]
column-divider: [827, 156, 828, 2232]
motie-item: — concluderend dat samenvoeging van Polder Goeree bij Waterschap Flakkee met gelijktijdige opheffing van beide waterschappen op korte termijn niet gewenst is;: [1322, 1145, 1551, 1203]
paragraph: De afdeling Goedereede van de PvdA in vergadering bijeen op maandag 10 maart 1980 in De Oostdam te Goedereede:: [1081, 1094, 1311, 1129]
